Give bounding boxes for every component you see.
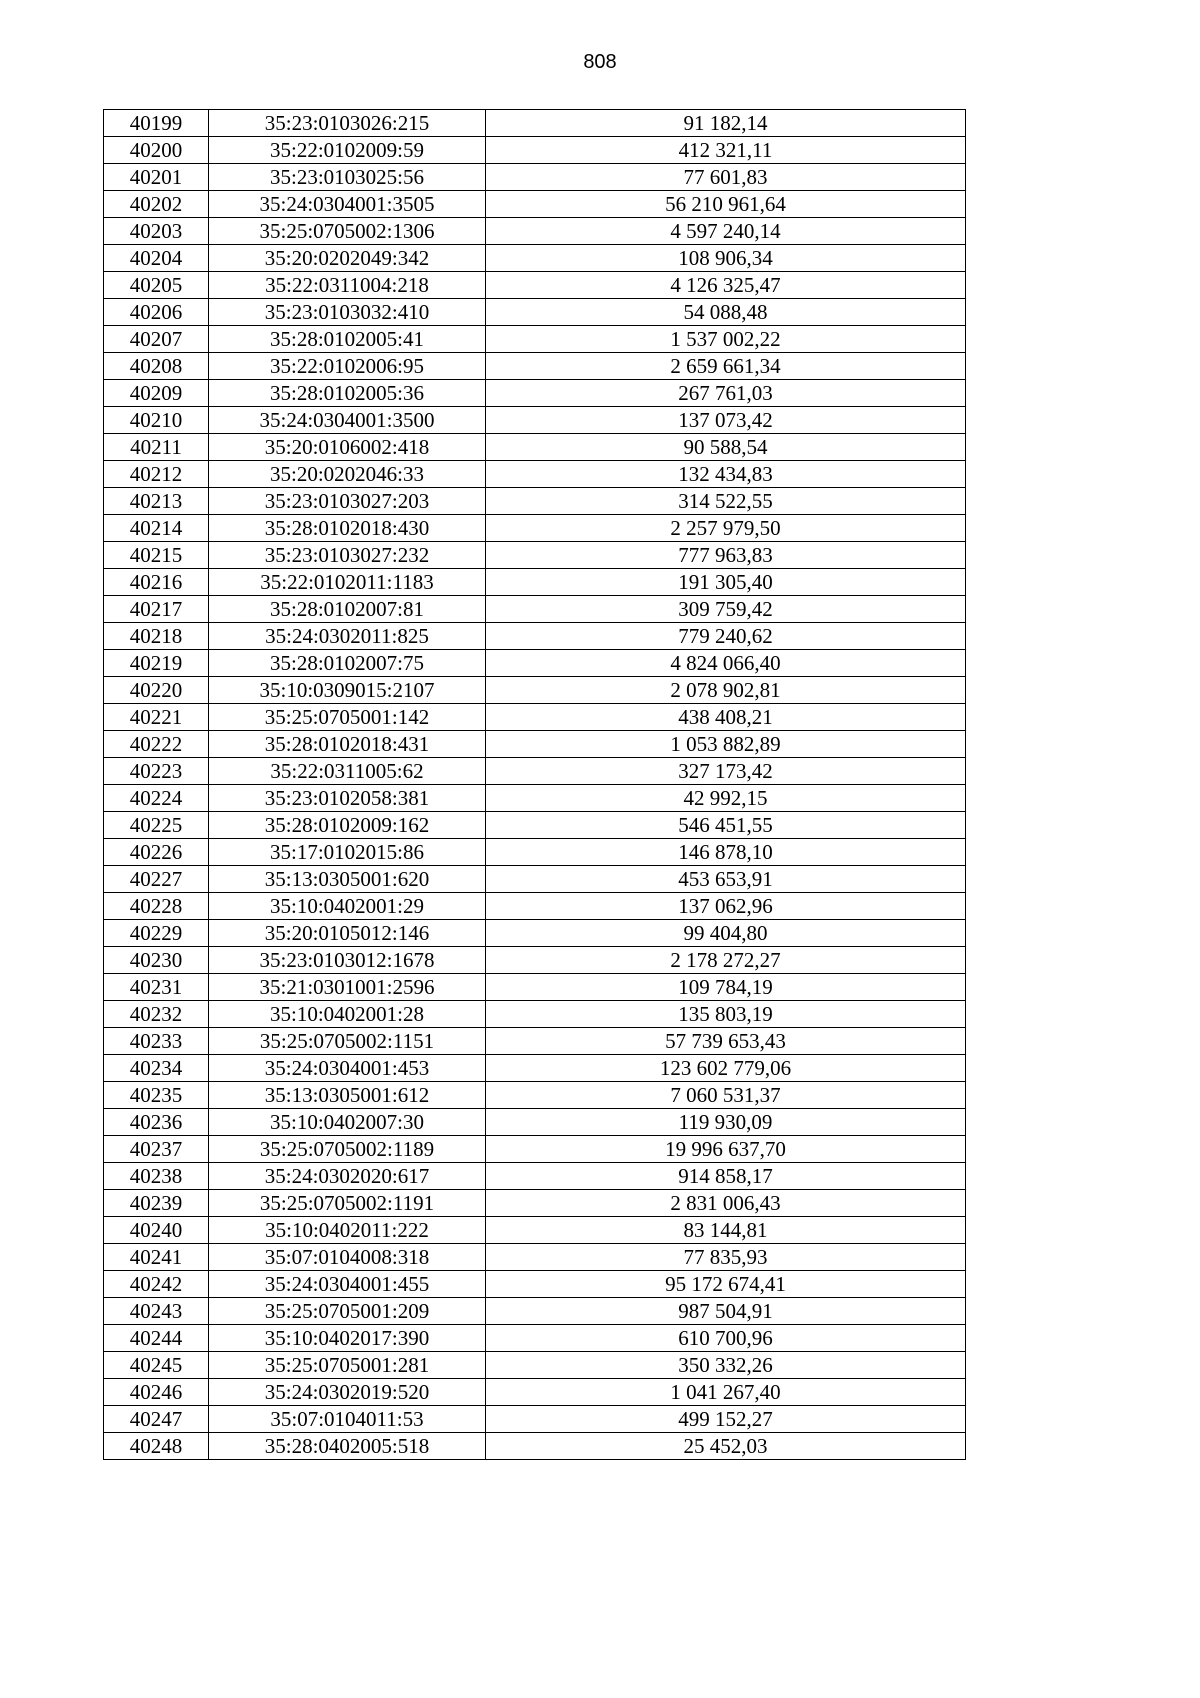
row-number-cell: 40199 [104, 110, 209, 137]
cadastral-value-table [103, 109, 966, 1460]
cadastral-value-cell: 610 700,96 [486, 1325, 966, 1352]
cadastral-number-cell: 35:25:0705002:1189 [209, 1136, 486, 1163]
row-number-cell: 40221 [104, 704, 209, 731]
cadastral-number-cell: 35:24:0304001:453 [209, 1055, 486, 1082]
cadastral-value-cell: 914 858,17 [486, 1163, 966, 1190]
cadastral-number-cell: 35:24:0302011:825 [209, 623, 486, 650]
cadastral-value-cell: 77 601,83 [486, 164, 966, 191]
row-number-cell: 40219 [104, 650, 209, 677]
row-number-cell: 40246 [104, 1379, 209, 1406]
cadastral-value-cell: 25 452,03 [486, 1433, 966, 1460]
cadastral-number-cell: 35:28:0102005:36 [209, 380, 486, 407]
table-row [104, 299, 966, 326]
row-number-cell: 40226 [104, 839, 209, 866]
cadastral-number-cell: 35:23:0103025:56 [209, 164, 486, 191]
table-row [104, 488, 966, 515]
cadastral-number-cell: 35:10:0402011:222 [209, 1217, 486, 1244]
table-body [104, 110, 966, 1460]
row-number-cell: 40237 [104, 1136, 209, 1163]
row-number-cell: 40239 [104, 1190, 209, 1217]
cadastral-number-cell: 35:25:0705001:142 [209, 704, 486, 731]
table-row [104, 569, 966, 596]
cadastral-value-cell: 137 073,42 [486, 407, 966, 434]
cadastral-number-cell: 35:24:0304001:3505 [209, 191, 486, 218]
cadastral-value-cell: 132 434,83 [486, 461, 966, 488]
table-row [104, 434, 966, 461]
cadastral-number-cell: 35:25:0705002:1191 [209, 1190, 486, 1217]
cadastral-number-cell: 35:20:0106002:418 [209, 434, 486, 461]
table-row [104, 1109, 966, 1136]
table-row [104, 1028, 966, 1055]
table-row [104, 245, 966, 272]
row-number-cell: 40244 [104, 1325, 209, 1352]
cadastral-number-cell: 35:10:0402007:30 [209, 1109, 486, 1136]
cadastral-number-cell: 35:10:0402001:29 [209, 893, 486, 920]
table-row [104, 1433, 966, 1460]
table-row [104, 1163, 966, 1190]
table-row [104, 407, 966, 434]
cadastral-number-cell: 35:22:0102011:1183 [209, 569, 486, 596]
cadastral-value-cell: 314 522,55 [486, 488, 966, 515]
cadastral-number-cell: 35:22:0102006:95 [209, 353, 486, 380]
table-row [104, 704, 966, 731]
table-row [104, 1055, 966, 1082]
cadastral-value-cell: 1 053 882,89 [486, 731, 966, 758]
cadastral-number-cell: 35:24:0302019:520 [209, 1379, 486, 1406]
row-number-cell: 40227 [104, 866, 209, 893]
cadastral-value-cell: 2 659 661,34 [486, 353, 966, 380]
table-row [104, 515, 966, 542]
cadastral-number-cell: 35:28:0102009:162 [209, 812, 486, 839]
row-number-cell: 40216 [104, 569, 209, 596]
cadastral-value-cell: 327 173,42 [486, 758, 966, 785]
cadastral-value-cell: 309 759,42 [486, 596, 966, 623]
cadastral-value-cell: 57 739 653,43 [486, 1028, 966, 1055]
cadastral-value-cell: 453 653,91 [486, 866, 966, 893]
row-number-cell: 40217 [104, 596, 209, 623]
cadastral-number-cell: 35:23:0102058:381 [209, 785, 486, 812]
row-number-cell: 40213 [104, 488, 209, 515]
cadastral-number-cell: 35:22:0102009:59 [209, 137, 486, 164]
cadastral-number-cell: 35:22:0311005:62 [209, 758, 486, 785]
cadastral-number-cell: 35:28:0102007:81 [209, 596, 486, 623]
table-row [104, 596, 966, 623]
cadastral-value-cell: 137 062,96 [486, 893, 966, 920]
row-number-cell: 40236 [104, 1109, 209, 1136]
cadastral-number-cell: 35:28:0102018:431 [209, 731, 486, 758]
row-number-cell: 40202 [104, 191, 209, 218]
table-row [104, 1190, 966, 1217]
cadastral-number-cell: 35:25:0705001:281 [209, 1352, 486, 1379]
row-number-cell: 40211 [104, 434, 209, 461]
row-number-cell: 40234 [104, 1055, 209, 1082]
row-number-cell: 40220 [104, 677, 209, 704]
cadastral-number-cell: 35:25:0705002:1151 [209, 1028, 486, 1055]
table-row [104, 1001, 966, 1028]
table-row [104, 1244, 966, 1271]
table-row [104, 191, 966, 218]
cadastral-number-cell: 35:24:0304001:455 [209, 1271, 486, 1298]
row-number-cell: 40224 [104, 785, 209, 812]
cadastral-value-cell: 2 078 902,81 [486, 677, 966, 704]
table-row [104, 137, 966, 164]
row-number-cell: 40235 [104, 1082, 209, 1109]
cadastral-value-cell: 54 088,48 [486, 299, 966, 326]
cadastral-value-cell: 777 963,83 [486, 542, 966, 569]
table-row [104, 623, 966, 650]
cadastral-value-cell: 412 321,11 [486, 137, 966, 164]
row-number-cell: 40203 [104, 218, 209, 245]
row-number-cell: 40222 [104, 731, 209, 758]
cadastral-value-cell: 109 784,19 [486, 974, 966, 1001]
table-row [104, 947, 966, 974]
cadastral-value-cell: 499 152,27 [486, 1406, 966, 1433]
table-row [104, 731, 966, 758]
row-number-cell: 40201 [104, 164, 209, 191]
cadastral-value-cell: 77 835,93 [486, 1244, 966, 1271]
table-row [104, 164, 966, 191]
row-number-cell: 40245 [104, 1352, 209, 1379]
cadastral-number-cell: 35:10:0402017:390 [209, 1325, 486, 1352]
cadastral-number-cell: 35:07:0104011:53 [209, 1406, 486, 1433]
row-number-cell: 40240 [104, 1217, 209, 1244]
row-number-cell: 40242 [104, 1271, 209, 1298]
table-row [104, 1379, 966, 1406]
row-number-cell: 40204 [104, 245, 209, 272]
table-row [104, 785, 966, 812]
row-number-cell: 40206 [104, 299, 209, 326]
cadastral-value-cell: 1 537 002,22 [486, 326, 966, 353]
row-number-cell: 40243 [104, 1298, 209, 1325]
cadastral-number-cell: 35:10:0309015:2107 [209, 677, 486, 704]
cadastral-value-cell: 4 597 240,14 [486, 218, 966, 245]
cadastral-value-cell: 2 178 272,27 [486, 947, 966, 974]
cadastral-value-cell: 19 996 637,70 [486, 1136, 966, 1163]
row-number-cell: 40215 [104, 542, 209, 569]
table-row [104, 1352, 966, 1379]
row-number-cell: 40238 [104, 1163, 209, 1190]
row-number-cell: 40208 [104, 353, 209, 380]
cadastral-number-cell: 35:23:0103026:215 [209, 110, 486, 137]
cadastral-value-cell: 42 992,15 [486, 785, 966, 812]
table-row [104, 920, 966, 947]
table-row [104, 1271, 966, 1298]
cadastral-number-cell: 35:28:0402005:518 [209, 1433, 486, 1460]
row-number-cell: 40229 [104, 920, 209, 947]
cadastral-number-cell: 35:13:0305001:620 [209, 866, 486, 893]
cadastral-value-cell: 99 404,80 [486, 920, 966, 947]
cadastral-number-cell: 35:17:0102015:86 [209, 839, 486, 866]
cadastral-value-cell: 4 824 066,40 [486, 650, 966, 677]
table-row [104, 218, 966, 245]
table-row [104, 1082, 966, 1109]
cadastral-number-cell: 35:23:0103027:203 [209, 488, 486, 515]
cadastral-number-cell: 35:28:0102007:75 [209, 650, 486, 677]
cadastral-value-cell: 83 144,81 [486, 1217, 966, 1244]
cadastral-value-cell: 438 408,21 [486, 704, 966, 731]
cadastral-number-cell: 35:24:0304001:3500 [209, 407, 486, 434]
cadastral-value-cell: 546 451,55 [486, 812, 966, 839]
cadastral-value-cell: 2 257 979,50 [486, 515, 966, 542]
cadastral-value-cell: 4 126 325,47 [486, 272, 966, 299]
cadastral-number-cell: 35:10:0402001:28 [209, 1001, 486, 1028]
row-number-cell: 40233 [104, 1028, 209, 1055]
table-row [104, 110, 966, 137]
cadastral-value-cell: 108 906,34 [486, 245, 966, 272]
cadastral-value-cell: 56 210 961,64 [486, 191, 966, 218]
cadastral-number-cell: 35:20:0202046:33 [209, 461, 486, 488]
table-row [104, 1325, 966, 1352]
cadastral-value-cell: 91 182,14 [486, 110, 966, 137]
page-number: 808 [583, 51, 617, 73]
table-row [104, 1136, 966, 1163]
cadastral-value-cell: 350 332,26 [486, 1352, 966, 1379]
cadastral-value-cell: 779 240,62 [486, 623, 966, 650]
row-number-cell: 40205 [104, 272, 209, 299]
table-row [104, 1298, 966, 1325]
table-row [104, 380, 966, 407]
row-number-cell: 40207 [104, 326, 209, 353]
table-row [104, 272, 966, 299]
cadastral-number-cell: 35:13:0305001:612 [209, 1082, 486, 1109]
cadastral-number-cell: 35:21:0301001:2596 [209, 974, 486, 1001]
row-number-cell: 40230 [104, 947, 209, 974]
cadastral-number-cell: 35:22:0311004:218 [209, 272, 486, 299]
cadastral-number-cell: 35:20:0105012:146 [209, 920, 486, 947]
cadastral-value-cell: 987 504,91 [486, 1298, 966, 1325]
row-number-cell: 40228 [104, 893, 209, 920]
cadastral-value-cell: 146 878,10 [486, 839, 966, 866]
cadastral-number-cell: 35:25:0705002:1306 [209, 218, 486, 245]
cadastral-number-cell: 35:24:0302020:617 [209, 1163, 486, 1190]
cadastral-number-cell: 35:28:0102018:430 [209, 515, 486, 542]
table-row [104, 1217, 966, 1244]
table-row [104, 461, 966, 488]
cadastral-value-cell: 135 803,19 [486, 1001, 966, 1028]
cadastral-value-cell: 7 060 531,37 [486, 1082, 966, 1109]
cadastral-number-cell: 35:20:0202049:342 [209, 245, 486, 272]
cadastral-value-cell: 191 305,40 [486, 569, 966, 596]
row-number-cell: 40212 [104, 461, 209, 488]
cadastral-number-cell: 35:25:0705001:209 [209, 1298, 486, 1325]
cadastral-number-cell: 35:28:0102005:41 [209, 326, 486, 353]
table-row [104, 1406, 966, 1433]
table-row [104, 650, 966, 677]
cadastral-number-cell: 35:23:0103027:232 [209, 542, 486, 569]
table-row [104, 353, 966, 380]
table-row [104, 839, 966, 866]
row-number-cell: 40231 [104, 974, 209, 1001]
cadastral-number-cell: 35:07:0104008:318 [209, 1244, 486, 1271]
row-number-cell: 40247 [104, 1406, 209, 1433]
table-row [104, 677, 966, 704]
cadastral-value-cell: 1 041 267,40 [486, 1379, 966, 1406]
row-number-cell: 40209 [104, 380, 209, 407]
row-number-cell: 40218 [104, 623, 209, 650]
table-row [104, 326, 966, 353]
row-number-cell: 40214 [104, 515, 209, 542]
row-number-cell: 40200 [104, 137, 209, 164]
cadastral-value-cell: 267 761,03 [486, 380, 966, 407]
table-row [104, 542, 966, 569]
cadastral-number-cell: 35:23:0103032:410 [209, 299, 486, 326]
table-row [104, 758, 966, 785]
table-row [104, 974, 966, 1001]
table-row [104, 866, 966, 893]
cadastral-value-cell: 123 602 779,06 [486, 1055, 966, 1082]
row-number-cell: 40223 [104, 758, 209, 785]
row-number-cell: 40210 [104, 407, 209, 434]
cadastral-number-cell: 35:23:0103012:1678 [209, 947, 486, 974]
row-number-cell: 40241 [104, 1244, 209, 1271]
cadastral-value-cell: 119 930,09 [486, 1109, 966, 1136]
cadastral-value-cell: 90 588,54 [486, 434, 966, 461]
cadastral-value-cell: 2 831 006,43 [486, 1190, 966, 1217]
row-number-cell: 40225 [104, 812, 209, 839]
row-number-cell: 40232 [104, 1001, 209, 1028]
table-row [104, 812, 966, 839]
row-number-cell: 40248 [104, 1433, 209, 1460]
table-row [104, 893, 966, 920]
cadastral-value-cell: 95 172 674,41 [486, 1271, 966, 1298]
